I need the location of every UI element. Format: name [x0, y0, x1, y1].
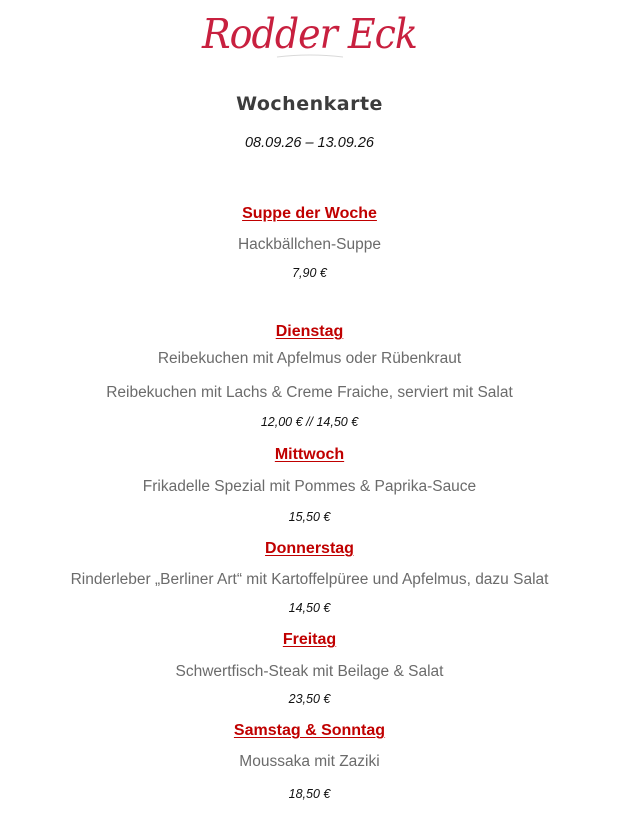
- dish-friday: Schwertfisch-Steak mit Beilage & Salat: [175, 663, 444, 680]
- price-tuesday: 12,00 € // 14,50 €: [260, 415, 359, 429]
- date-range: 08.09.26 – 13.09.26: [244, 135, 374, 151]
- price-soup: 7,90 €: [292, 266, 327, 280]
- price-weekend: 18,50 €: [288, 787, 331, 801]
- section-heading-wednesday: Mittwoch: [274, 446, 345, 463]
- dish-wednesday: Frikadelle Spezial mit Pommes & Paprika-Sauce: [142, 478, 477, 495]
- section-heading-soup: Suppe der Woche: [242, 205, 377, 222]
- price-wednesday: 15,50 €: [288, 510, 331, 524]
- dish-soup: Hackbällchen-Suppe: [237, 236, 382, 253]
- dish-thursday: Rinderleber „Berliner Art“ mit Kartoffelpüree und Apfelmus, dazu Salat: [70, 571, 549, 588]
- logo-text: Rodder Eck: [202, 10, 417, 58]
- dish-tuesday-2: Reibekuchen mit Lachs & Creme Fraiche, serviert mit Salat: [106, 384, 513, 401]
- page-title: Wochenkarte: [236, 93, 383, 115]
- price-thursday: 14,50 €: [288, 601, 331, 615]
- logo: [0, 12, 619, 60]
- section-heading-weekend: Samstag & Sonntag: [233, 722, 386, 739]
- price-friday: 23,50 €: [288, 692, 331, 706]
- dish-tuesday-1: Reibekuchen mit Apfelmus oder Rübenkraut: [157, 350, 462, 367]
- dish-weekend: Moussaka mit Zaziki: [239, 753, 380, 770]
- section-heading-tuesday: Dienstag: [275, 323, 344, 340]
- section-heading-friday: Freitag: [282, 631, 337, 648]
- section-heading-thursday: Donnerstag: [265, 540, 354, 557]
